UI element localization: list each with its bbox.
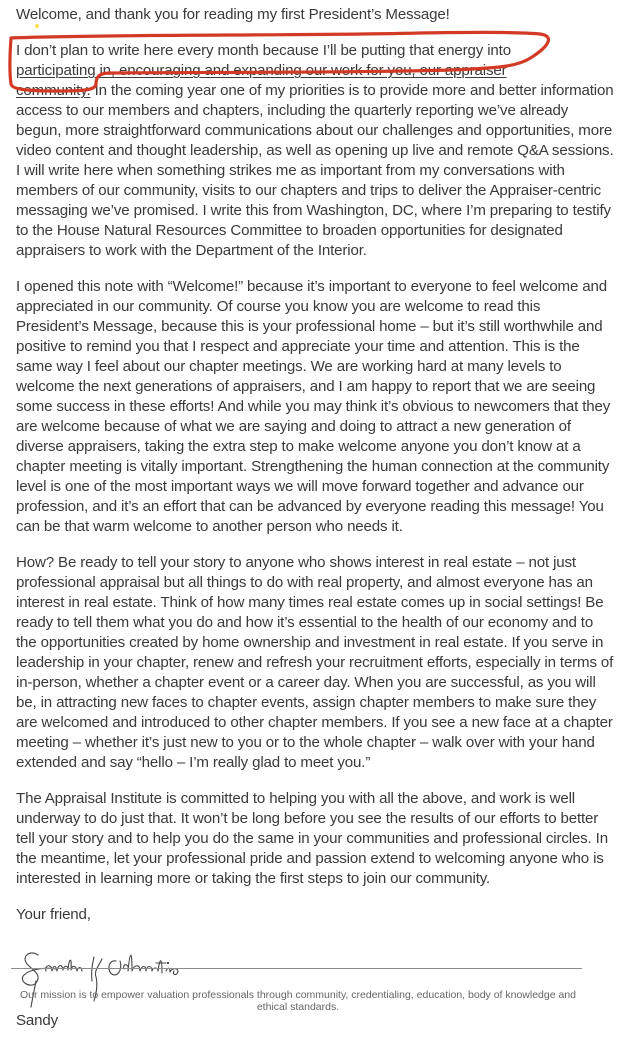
greeting: Welcome, and thank you for reading my first President’s Message! bbox=[16, 6, 450, 23]
paragraph-how: How? Be ready to tell your story to anyone who shows interest in real estate – not just professional appraisal but all things to do with real property, and almost everyone has an interest in real estate. Think of how many times real estate comes up in social settings! Be ready to tell them what you do and how it’s essential to the health of our economy and to the opportunities created by home ownership and investment in real estate. If you serve in leadership in your chapter, renew and refresh your recruitment efforts, especially in terms of in-person, whether a chapter event or a career day. When you are successful, as you will be, in attracting new faces to chapter events, assign chapter members to make sure they are welcomed and introduced to other chapter members. If you see a new face at a chapter meeting – whether it’s just new to you or to the whole chapter – walk over with your hand extended and say “hello – I’m really glad to meet you.” bbox=[16, 554, 614, 771]
cursor-marker-dot bbox=[35, 24, 39, 28]
presidents-message bbox=[16, 5, 616, 1047]
mission-statement: Our mission is to empower valuation professionals through community, credentialing, education, body of knowledge and ethical standards. bbox=[19, 989, 577, 1013]
signer-name: Sandy bbox=[16, 1012, 59, 1029]
signoff: Your friend, bbox=[16, 906, 91, 923]
highlighted-text-line-2: participating in, encouraging and expanding our work for you, our appraiser bbox=[16, 62, 507, 79]
highlighted-text-line-1: I don’t plan to write here every month because I’ll be putting that energy into bbox=[16, 42, 511, 59]
highlighted-text-line-3: community. bbox=[16, 82, 91, 99]
paragraph-intro-rest: In the coming year one of my priorities is to provide more and better information access to our members and chapters, including the quarterly reporting we’ve already begun, more straightforward communications about our challenges and opportunities, more video content and thought leadership, as well as opening up live and remote Q&A sessions. I will write here when something strikes me as important from my conversations with members of our community, visits to our chapters and trips to deliver the Appraiser-centric messaging we’ve promised. I write this from Washington, DC, where I’m preparing to testify to the House Natural Resources Committee to broaden opportunities for designated appraisers to work with the Department of the Interior. bbox=[16, 82, 614, 259]
paragraph-welcome: I opened this note with “Welcome!” because it’s important to everyone to feel welcome and appreciated in our community. Of course you know you are welcome to read this President’s Message, because this is your professional home – but it’s still worthwhile and positive to remind you that I respect and appreciate your time and attention. This is the same way I feel about our chapter meetings. We are working hard at many levels to welcome the next generations of appraisers, and I am happy to report that we are seeing some success in these efforts! And while you may think it’s obvious to newcomers that they are welcome because of what we are saying and doing to attract a new generation of diverse appraisers, taking the extra step to make welcome anyone you don’t know at a chapter meeting is vitally important. Strengthening the human connection at the community level is one of the most important ways we will move forward together and advance our profession, and it’s an effort that can be advanced by everyone reading this message! You can be that warm welcome to another person who needs it. bbox=[16, 278, 611, 535]
paragraph-intro bbox=[16, 41, 616, 261]
paragraph-commitment: The Appraisal Institute is committed to helping you with all the above, and work is well underway to do just that. It won’t be long before you see the results of our efforts to better tell your story and to help you do the same in your communities and professional circles. In the meantime, let your professional pride and passion extend to welcoming anyone who is interested in learning more or taking the first steps to join our community. bbox=[16, 790, 608, 887]
footer-divider bbox=[11, 968, 582, 969]
